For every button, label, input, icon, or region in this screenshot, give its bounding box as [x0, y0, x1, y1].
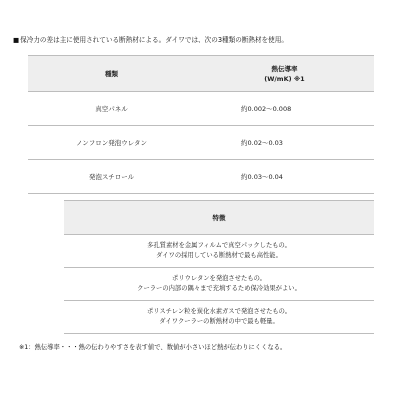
conductivity-header-label: 熱伝導率 — [271, 64, 298, 73]
feature-line: クーラーの内部の隅々まで充填するため保冷効果がよい。 — [137, 285, 301, 292]
feature-line: ダイワの採用している断熱材で最も高性能。 — [156, 252, 282, 259]
feature-line: ポリウレタンを発泡させたもの。 — [172, 275, 266, 282]
table-header-row — [28, 56, 374, 92]
material-name: 発泡スチロール — [28, 160, 195, 194]
feature-cell — [64, 301, 374, 334]
feature-line: ダイワクーラーの断熱材の中で最も軽量。 — [159, 318, 279, 325]
feature-cell — [64, 268, 374, 301]
insulation-conductivity-table — [28, 55, 374, 194]
column-header-features: 特徴 — [64, 201, 374, 235]
intro-text — [13, 36, 397, 45]
table-row — [64, 301, 374, 334]
column-header-conductivity — [195, 56, 374, 92]
feature-line: 多孔質素材を金属フィルムで真空パックしたもの。 — [147, 242, 291, 249]
table-header-row — [64, 201, 374, 235]
conductivity-value: 約0.03〜0.04 — [195, 160, 374, 194]
square-bullet-icon: ■ — [13, 36, 20, 44]
footnote: ※1：熱伝導率・・・熱の伝わりやすさを表す値で、数値が小さいほど熱が伝わりにくくなる。 — [19, 344, 287, 351]
conductivity-value: 約0.002〜0.008 — [195, 92, 374, 126]
table-row — [28, 92, 374, 126]
feature-line: ポリスチレン粒を炭化水素ガスで発泡させたもの。 — [146, 308, 292, 315]
conductivity-value: 約0.02〜0.03 — [195, 126, 374, 160]
conductivity-header-unit: (W/mK) ※1 — [264, 74, 305, 83]
intro-sentence: 保冷力の差は主に使用されている断熱材による。ダイワでは、次の3種類の断熱材を使用。 — [20, 36, 288, 44]
features-table — [64, 200, 374, 334]
table-row — [64, 268, 374, 301]
feature-cell — [64, 235, 374, 268]
material-name: ノンフロン発泡ウレタン — [28, 126, 195, 160]
table-row — [28, 126, 374, 160]
table-row — [64, 235, 374, 268]
table-row — [28, 160, 374, 194]
material-name: 真空パネル — [28, 92, 195, 126]
column-header-type: 種類 — [28, 56, 195, 92]
